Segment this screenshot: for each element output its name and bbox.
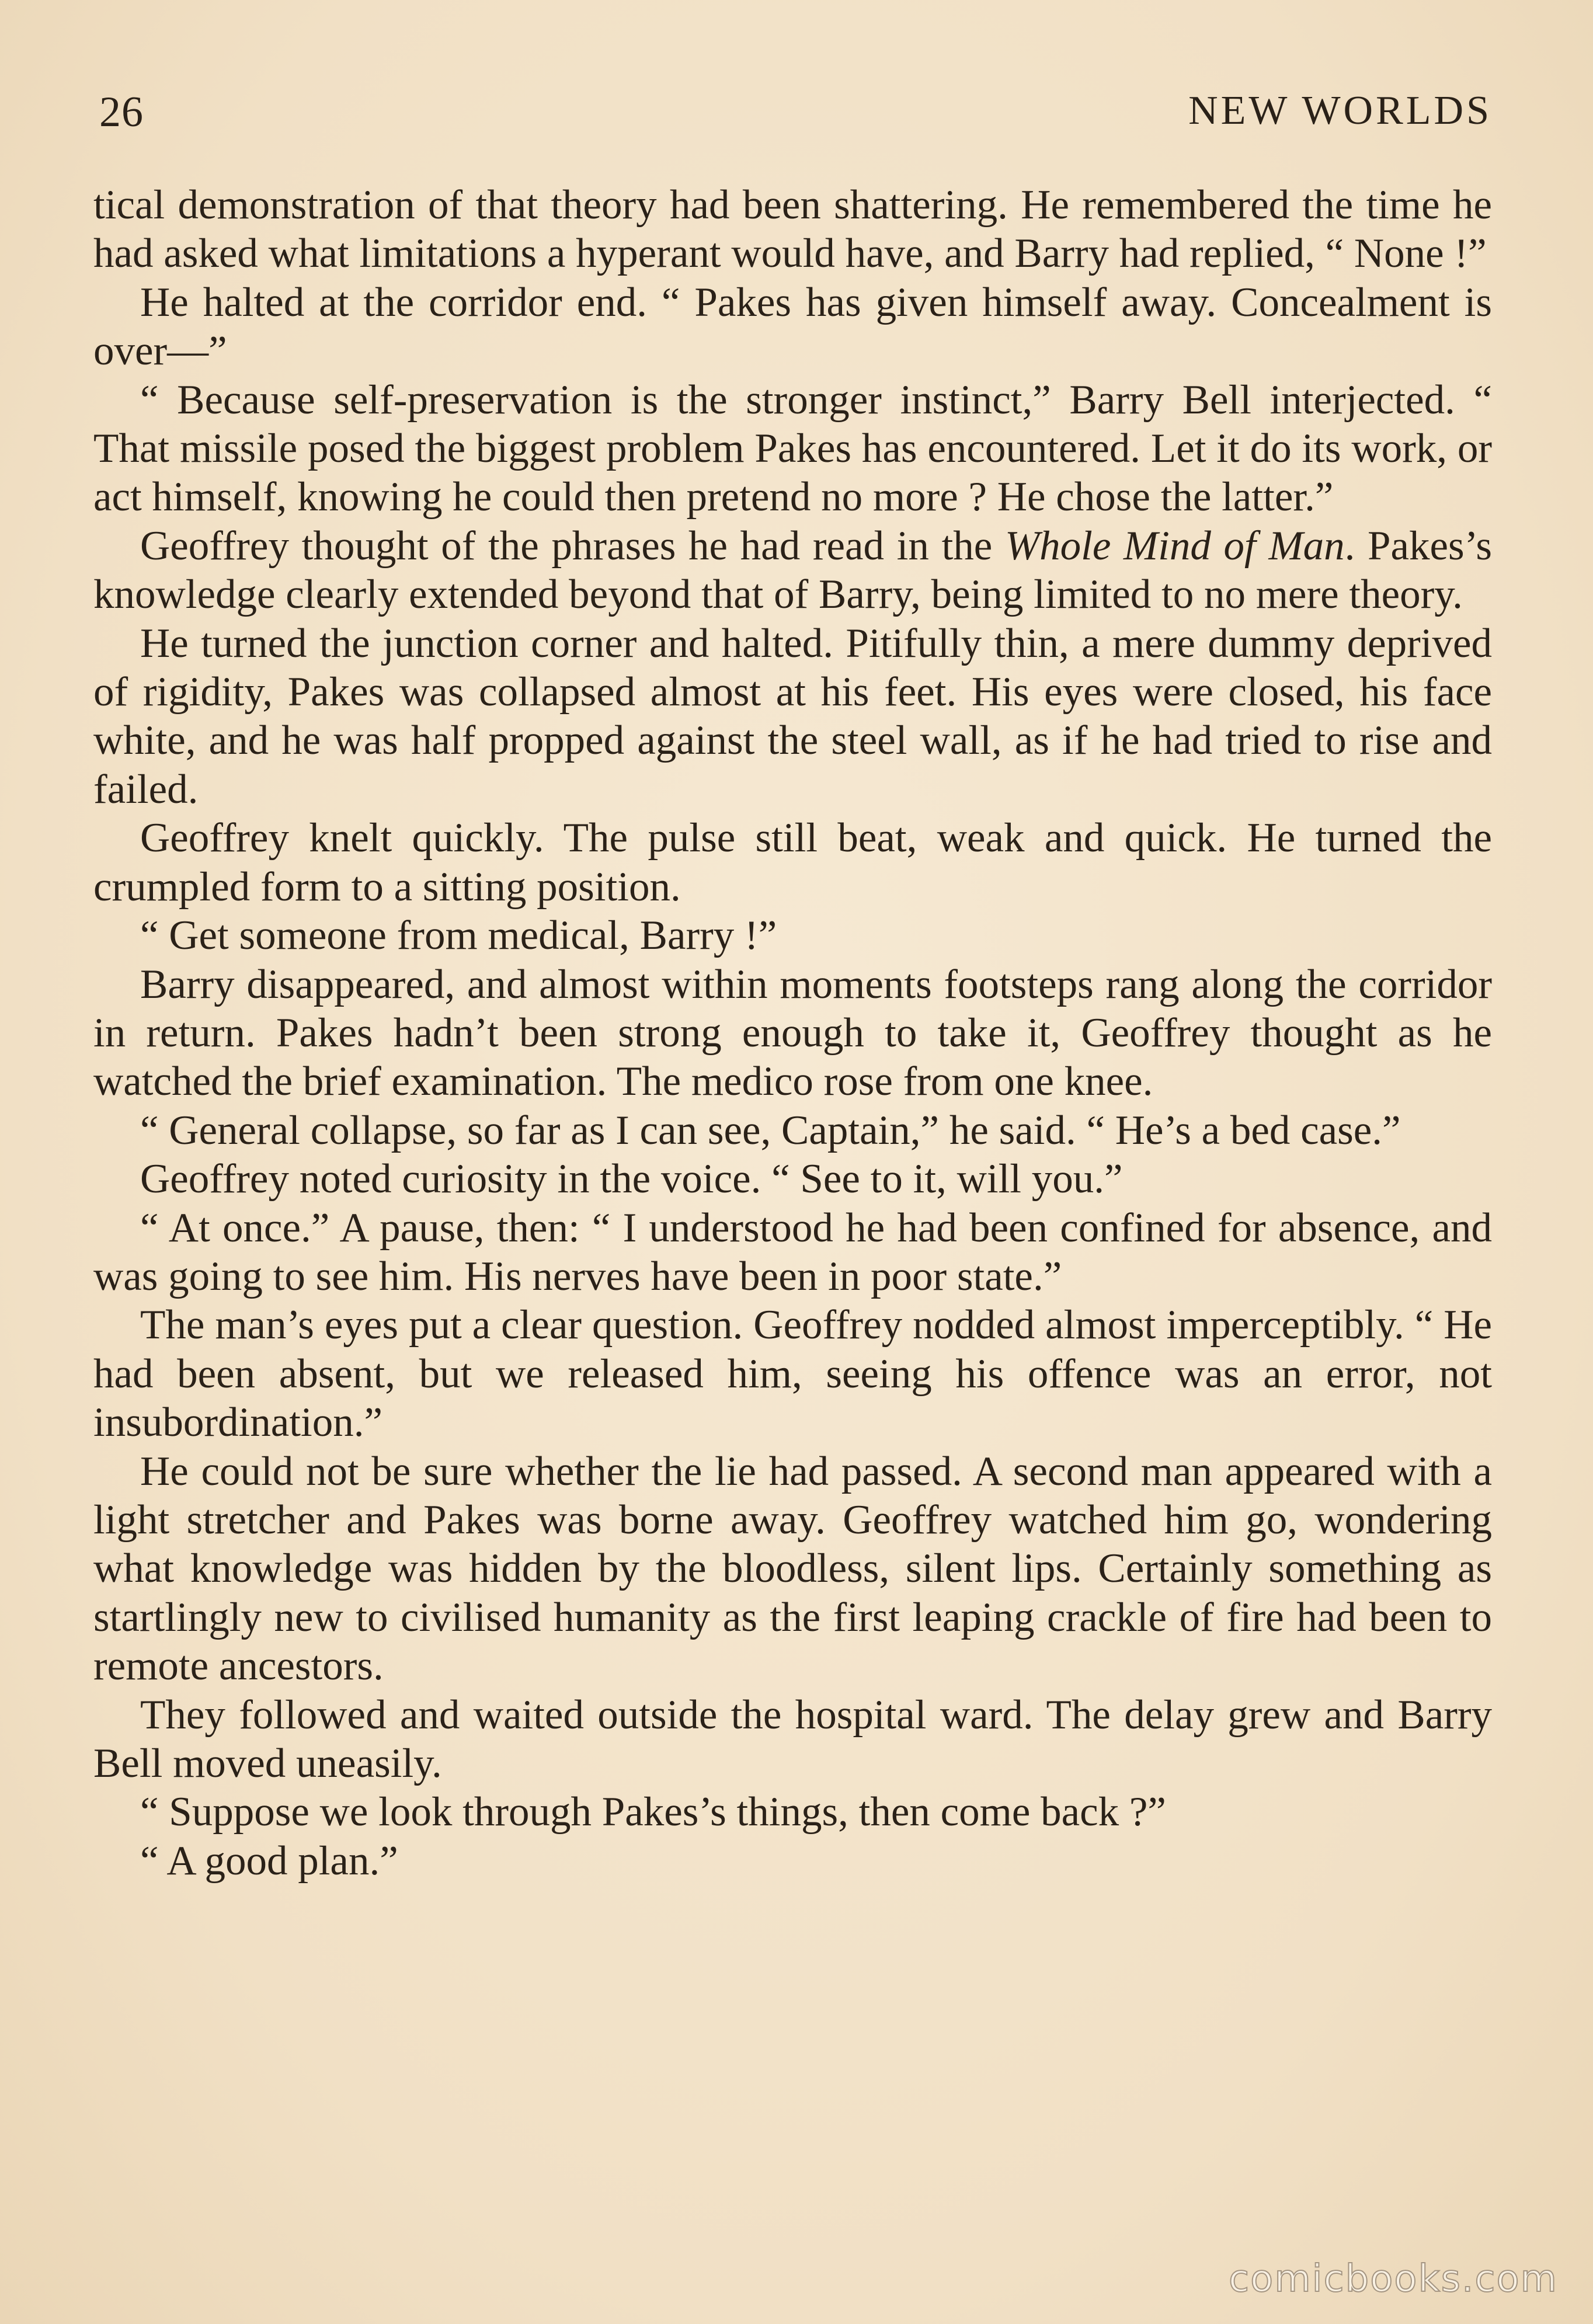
paragraph-text: Geoffrey thought of the phrases he had read in the — [140, 523, 1005, 569]
book-title: Whole Mind of Man — [1004, 523, 1345, 569]
paragraph: He halted at the corridor end. “ Pakes has given himself away. Concealment is over—” — [93, 279, 1492, 374]
paragraph: The man’s eyes put a clear question. Geoffrey nodded almost imperceptibly. “ He had been absent, but we released him, seeing his offence was an error, not insubordination.” — [93, 1302, 1492, 1446]
paragraph-text: . Pakes’s knowledge clearly extended beyond that of Barry, being limited to no mere theory. — [93, 523, 1493, 618]
body-text — [93, 181, 1492, 1885]
paragraph: Barry disappeared, and almost within moments footsteps rang along the corridor in return. Pakes hadn’t been strong enough to take it, Geoffrey thought as he watched the brief examination. The medico rose from one knee. — [93, 961, 1492, 1105]
paragraph: He turned the junction corner and halted. Pitifully thin, a mere dummy deprived of rigidity, Pakes was collapsed almost at his feet. His eyes were closed, his face white, and he was half propped against the steel wall, as if he had tried to rise and failed. — [93, 620, 1492, 812]
running-head: NEW WORLDS — [1188, 88, 1492, 133]
paragraph: He could not be sure whether the lie had passed. A second man appeared with a light stretcher and Pakes was borne away. Geoffrey watched him go, wondering what knowledge was hidden by the bloodless, silent lips. Certainly something as startlingly new to civilised humanity as the first leaping crackle of fire had been to remote ancestors. — [93, 1448, 1492, 1689]
page-number: 26 — [99, 88, 144, 136]
paragraph: They followed and waited outside the hospital ward. The delay grew and Barry Bell moved uneasily. — [93, 1692, 1492, 1786]
paragraph: “ At once.” A pause, then: “ I understood he had been confined for absence, and was going to see him. His nerves have been in poor state.” — [93, 1205, 1492, 1299]
paragraph: “ Because self-preservation is the stronger instinct,” Barry Bell interjected. “ That missile posed the biggest problem Pakes has encountered. Let it do its work, or act himself, knowing he could then pretend no more ? He chose the latter.” — [93, 377, 1492, 520]
paragraph: Geoffrey knelt quickly. The pulse still beat, weak and quick. He turned the crumpled form to a sitting position. — [93, 815, 1492, 910]
paragraph: “ General collapse, so far as I can see, Captain,” he said. “ He’s a bed case.” — [140, 1107, 1401, 1153]
paragraph — [93, 522, 1492, 620]
paragraph: “ Get someone from medical, Barry !” — [140, 913, 777, 959]
paragraph: “ A good plan.” — [140, 1838, 398, 1884]
paragraph: Geoffrey noted curiosity in the voice. “ See to it, will you.” — [140, 1156, 1123, 1202]
paragraph: “ Suppose we look through Pakes’s things, then come back ?” — [140, 1789, 1166, 1835]
watermark: comicbooks.com — [1228, 2257, 1558, 2301]
paragraph: tical demonstration of that theory had been shattering. He remembered the time he had asked what limitations a hyperant would have, and Barry had replied, “ None !” — [93, 182, 1492, 277]
page-header — [99, 88, 1492, 152]
